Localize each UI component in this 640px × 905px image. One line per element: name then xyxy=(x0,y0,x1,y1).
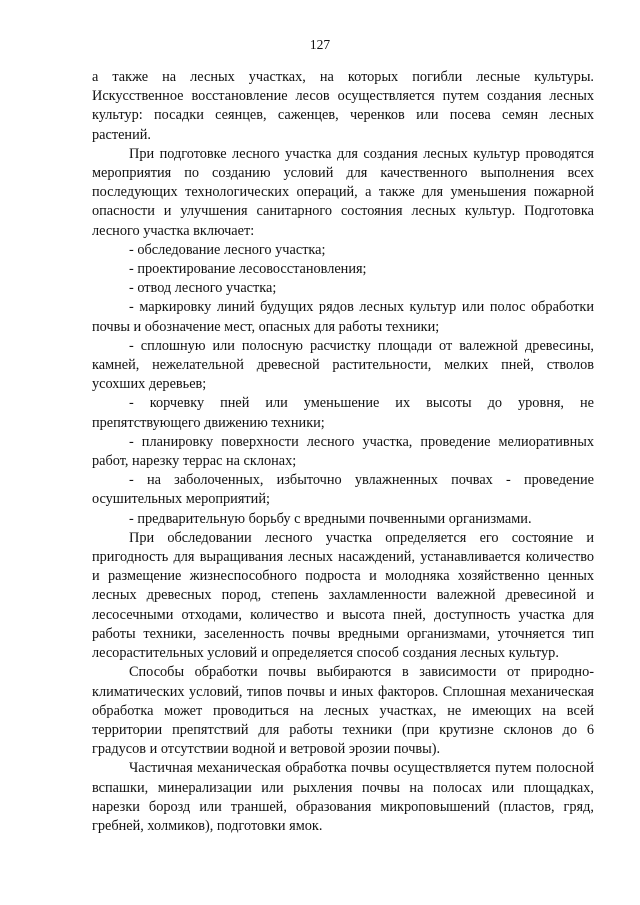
list-item-marking: - маркировку линий будущих рядов лесных культур или полос обработки почвы и обозначение мест, опасных для работы техники; xyxy=(92,299,594,335)
list-item-stump-removal: - корчевку пней или уменьшение их высоты до уровня, не препятствующего движению техники; xyxy=(92,395,594,431)
page-number: 127 xyxy=(309,37,331,52)
paragraph-partial-treatment: Частичная механическая обработка почвы осуществляется путем полосной вспашки, минерализации или рыхления почвы на полосах или площадках, нарезки борозд или траншей, образования микроповышений (пластов, гряд, гребней, холмиков), подготовки ямок. xyxy=(92,760,594,834)
paragraph-soil-methods: Способы обработки почвы выбираются в зависимости от природно-климатических условий, типов почвы и иных факторов. Сплошная механическая обработка может проводиться на лесных участках, не имеющих на всей территории препятствий для работы техники (при крутизне склонов до 6 градусов и отсутствии водной и ветровой эрозии почвы). xyxy=(92,664,594,758)
list-item-pest-control: - предварительную борьбу с вредными почвенными организмами. xyxy=(129,510,532,527)
list-item-leveling: - планировку поверхности лесного участка, проведение мелиоративных работ, нарезку террас на склонах; xyxy=(92,433,594,470)
list-item-drainage: - на заболоченных, избыточно увлажненных почвах - проведение осушительных мероприятий; xyxy=(92,472,594,508)
list-item-design: - проектирование лесовосстановления; xyxy=(129,261,367,278)
list-item-clearing: - сплошную или полосную расчистку площади от валежной древесины, камней, нежелательной древесной растительности, мелких пней, стволов усохших деревьев; xyxy=(92,337,594,393)
paragraph-continuation: а также на лесных участках, на которых погибли лесные культуры. Искусственное восстановление лесов осуществляется путем создания лесных культур: посадки сеянцев, саженцев, черенков или посева семян лесных растений. xyxy=(92,69,594,143)
body-text xyxy=(92,68,594,836)
list-item-allotment: - отвод лесного участка; xyxy=(129,280,277,297)
paragraph-preparation-intro: При подготовке лесного участка для создания лесных культур проводятся мероприятия по созданию условий для качественного выполнения всех последующих технологических операций, а также для уменьшения пожарной опасности и улучшения санитарного состояния лесных культур. Подготовка лесного участка включает: xyxy=(92,145,594,239)
list-item-survey: - обследование лесного участка; xyxy=(129,241,326,258)
paragraph-survey-details: При обследовании лесного участка определяется его состояние и пригодность для выращивания лесных насаждений, устанавливается количество и размещение жизнеспособного подроста и молодняка хозяйственно ценных лесных древесных пород, степень захламленности валежной древесиной и лесосечными отходами, количество и высота пней, доступность участка для работы техники, заселенность почвы вредными организмами, уточняется тип лесорастительных условий и определяется способ создания лесных культур. xyxy=(92,529,594,662)
